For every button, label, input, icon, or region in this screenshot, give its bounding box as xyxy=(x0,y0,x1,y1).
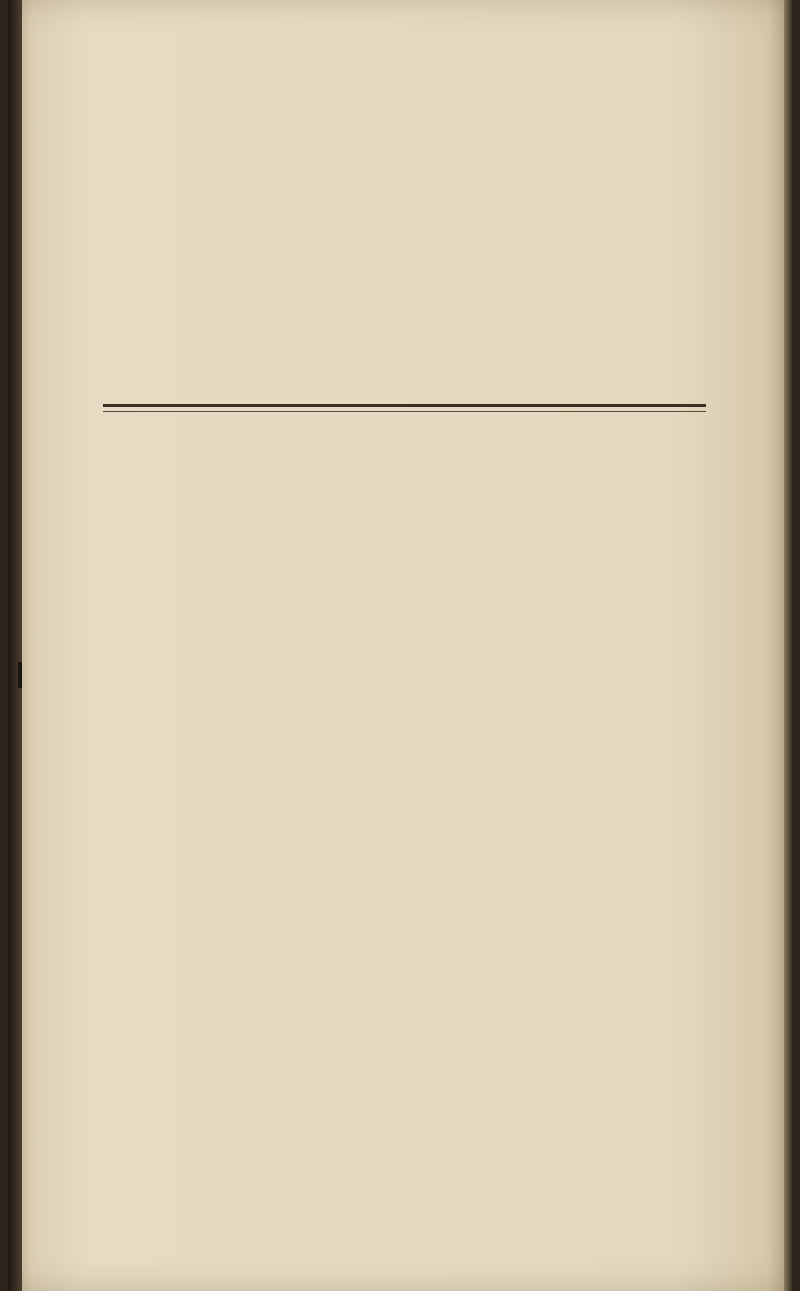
section-rule xyxy=(103,404,706,407)
page-edge xyxy=(784,0,792,1291)
margin-mark xyxy=(18,662,22,688)
book-gutter xyxy=(8,0,22,1291)
book-page xyxy=(8,0,792,1291)
section-rule-thin xyxy=(103,411,706,412)
